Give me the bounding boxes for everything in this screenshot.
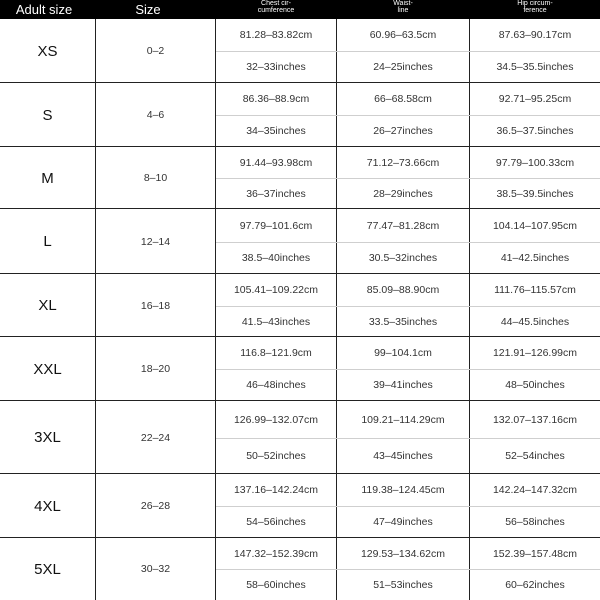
waist-cm-cell: 66–68.58cm: [374, 93, 432, 105]
unit-divider: [216, 242, 600, 243]
table-header: [0, 0, 600, 19]
size-range-cell: 0–2: [146, 45, 165, 57]
waist-inches-cell: 28–29inches: [373, 187, 433, 200]
adult-size-cell: 4XL: [34, 497, 61, 515]
unit-divider: [216, 369, 600, 370]
chest-inches-cell: 46–48inches: [246, 379, 306, 391]
hip-cm-cell: 132.07–137.16cm: [492, 413, 578, 426]
waist-inches-cell: 43–45inches: [373, 450, 433, 462]
hip-cm-cell: 111.76–115.57cm: [494, 284, 576, 296]
adult-size-cell: XXL: [33, 360, 62, 378]
size-range-cell: 8–10: [143, 172, 168, 184]
unit-divider: [216, 438, 600, 439]
header-chest: [216, 0, 336, 19]
waist-inches-cell: 39–41inches: [373, 379, 433, 391]
chest-inches-cell: 36–37inches: [246, 187, 306, 200]
size-range-cell: 12–14: [140, 235, 171, 248]
hip-cm-cell: 87.63–90.17cm: [498, 29, 572, 41]
waist-cm-cell: 119.38–124.45cm: [361, 484, 445, 496]
header-chest-line1: Chest cir-: [261, 0, 291, 7]
size-range-cell: 30–32: [140, 563, 171, 575]
hip-inches-cell: 36.5–37.5inches: [496, 125, 574, 137]
unit-divider: [216, 51, 600, 52]
size-range-cell: 22–24: [140, 431, 171, 444]
hip-cm-cell: 152.39–157.48cm: [492, 547, 578, 560]
chest-inches-cell: 58–60inches: [246, 578, 306, 591]
adult-size-cell: L: [43, 233, 52, 250]
chest-cm-cell: 91.44–93.98cm: [239, 156, 313, 169]
chest-cm-cell: 86.36–88.9cm: [242, 93, 310, 105]
chest-inches-cell: 32–33inches: [246, 61, 306, 73]
adult-size-cell: XS: [37, 42, 58, 60]
size-range-cell: 4–6: [146, 109, 165, 121]
adult-size-cell: M: [41, 169, 54, 187]
chest-cm-cell: 126.99–132.07cm: [233, 413, 319, 426]
chest-cm-cell: 116.8–121.9cm: [240, 347, 312, 359]
hip-cm-cell: 97.79–100.33cm: [495, 156, 575, 169]
waist-inches-cell: 26–27inches: [373, 125, 433, 137]
table-row: [0, 147, 600, 209]
unit-divider: [216, 569, 600, 570]
size-table-body: [0, 19, 600, 600]
hip-inches-cell: 60–62inches: [505, 578, 565, 591]
size-range-cell: 26–28: [140, 500, 171, 512]
chest-inches-cell: 38.5–40inches: [241, 252, 311, 264]
header-adult-size: Adult size: [15, 2, 73, 17]
size-range-cell: 16–18: [140, 299, 171, 312]
table-row: [0, 83, 600, 147]
waist-cm-cell: 109.21–114.29cm: [361, 413, 445, 426]
header-size: Size: [135, 2, 161, 17]
waist-cm-cell: 77.47–81.28cm: [366, 219, 440, 232]
unit-divider: [216, 178, 600, 179]
unit-divider: [216, 506, 600, 507]
table-row: [0, 19, 600, 83]
waist-cm-cell: 71.12–73.66cm: [366, 156, 440, 169]
hip-inches-cell: 41–42.5inches: [500, 252, 570, 264]
header-waist-line1: Waist-: [393, 0, 413, 7]
waist-inches-cell: 30.5–32inches: [368, 252, 438, 264]
table-row: [0, 538, 600, 600]
hip-cm-cell: 121.91–126.99cm: [492, 347, 578, 359]
table-row: [0, 474, 600, 538]
chest-inches-cell: 34–35inches: [246, 125, 306, 137]
hip-inches-cell: 44–45.5inches: [500, 315, 570, 328]
header-hip-line2: ference: [523, 7, 547, 14]
adult-size-cell: 3XL: [34, 429, 61, 446]
hip-inches-cell: 34.5–35.5inches: [496, 61, 574, 73]
table-row: [0, 337, 600, 401]
waist-cm-cell: 99–104.1cm: [374, 347, 432, 359]
chest-cm-cell: 147.32–152.39cm: [233, 547, 319, 560]
unit-divider: [216, 115, 600, 116]
table-row: [0, 209, 600, 274]
hip-cm-cell: 92.71–95.25cm: [498, 93, 572, 105]
hip-inches-cell: 48–50inches: [505, 379, 565, 391]
chest-cm-cell: 137.16–142.24cm: [233, 484, 319, 496]
hip-inches-cell: 52–54inches: [505, 450, 565, 462]
size-range-cell: 18–20: [140, 363, 171, 375]
hip-inches-cell: 38.5–39.5inches: [496, 187, 574, 200]
header-hip-line1: Hip circum-: [517, 0, 553, 7]
chest-inches-cell: 41.5–43inches: [241, 315, 311, 328]
adult-size-cell: XL: [38, 297, 57, 314]
waist-cm-cell: 60.96–63.5cm: [369, 29, 437, 41]
header-waist-line2: line: [397, 7, 409, 14]
waist-inches-cell: 47–49inches: [373, 516, 433, 528]
header-chest-line2: cumference: [257, 7, 295, 14]
chest-cm-cell: 81.28–83.82cm: [239, 29, 313, 41]
table-row: [0, 401, 600, 474]
table-row: [0, 274, 600, 337]
header-waist: [337, 0, 469, 19]
chest-cm-cell: 97.79–101.6cm: [239, 219, 313, 232]
chest-inches-cell: 50–52inches: [246, 450, 306, 462]
hip-cm-cell: 104.14–107.95cm: [492, 219, 578, 232]
adult-size-cell: S: [42, 106, 53, 124]
waist-cm-cell: 129.53–134.62cm: [360, 547, 446, 560]
waist-inches-cell: 24–25inches: [373, 61, 433, 73]
unit-divider: [216, 306, 600, 307]
adult-size-cell: 5XL: [34, 560, 61, 578]
chest-cm-cell: 105.41–109.22cm: [233, 284, 319, 296]
waist-inches-cell: 51–53inches: [373, 578, 433, 591]
chest-inches-cell: 54–56inches: [246, 516, 306, 528]
hip-inches-cell: 56–58inches: [505, 516, 565, 528]
waist-cm-cell: 85.09–88.90cm: [366, 284, 440, 296]
hip-cm-cell: 142.24–147.32cm: [492, 484, 578, 496]
waist-inches-cell: 33.5–35inches: [368, 315, 438, 328]
header-hip: [470, 0, 600, 19]
